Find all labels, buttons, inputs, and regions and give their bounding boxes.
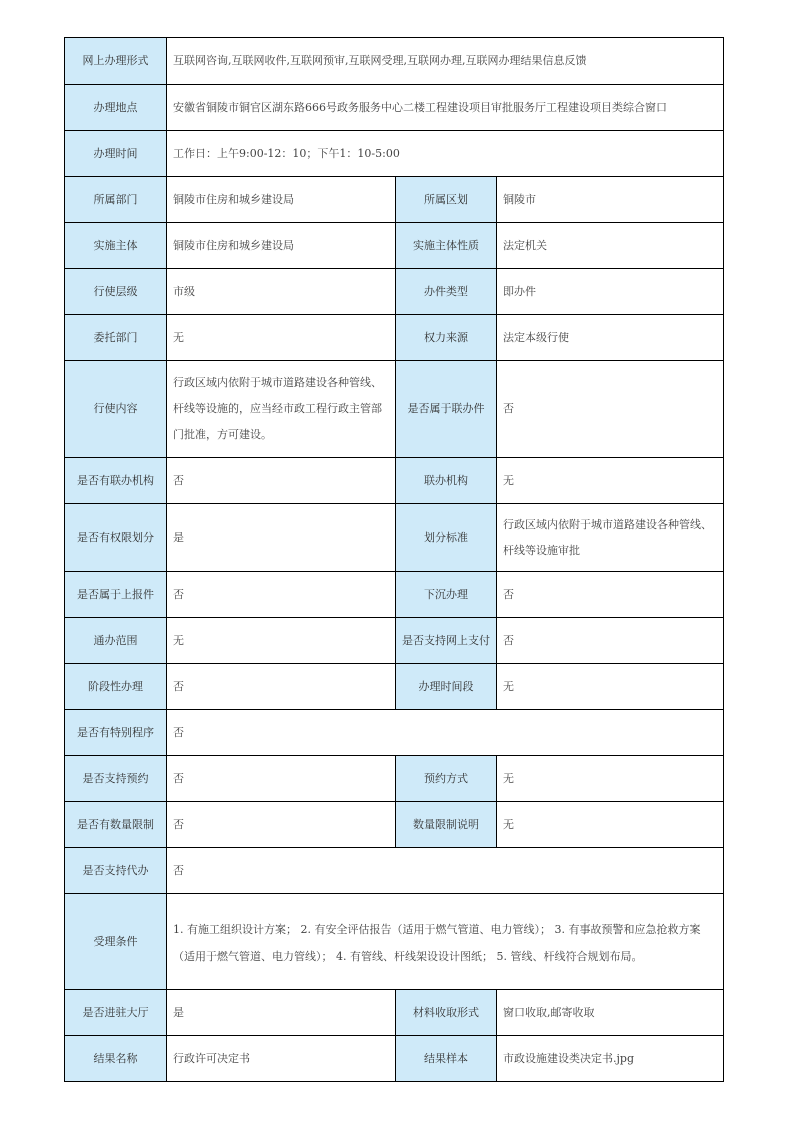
field-value: 法定本级行使 [497, 315, 724, 361]
field-value: 行政许可决定书 [167, 1036, 396, 1082]
field-label: 下沉办理 [396, 572, 497, 618]
table-row [65, 269, 724, 315]
field-value: 法定机关 [497, 223, 724, 269]
field-label: 是否有联办机构 [65, 458, 167, 504]
table-row [65, 38, 724, 85]
table-row [65, 618, 724, 664]
field-value: 否 [167, 802, 396, 848]
field-label: 是否属于联办件 [396, 361, 497, 458]
table-row [65, 223, 724, 269]
table-row [65, 572, 724, 618]
table-row [65, 504, 724, 572]
field-label: 预约方式 [396, 756, 497, 802]
field-label: 是否支持网上支付 [396, 618, 497, 664]
table-row [65, 894, 724, 990]
table-row [65, 85, 724, 131]
field-value: 是 [167, 504, 396, 572]
table-row [65, 361, 724, 458]
field-value: 即办件 [497, 269, 724, 315]
field-value: 窗口收取,邮寄收取 [497, 990, 724, 1036]
field-label: 是否属于上报件 [65, 572, 167, 618]
table-row [65, 848, 724, 894]
field-label: 受理条件 [65, 894, 167, 990]
field-value: 1. 有施工组织设计方案； 2. 有安全评估报告（适用于燃气管道、电力管线）； 3. 有事故预警和应急抢救方案（适用于燃气管道、电力管线）； 4. 有管线、杆线架设设计图纸； 5. 管线、杆线符合规划布局。 [167, 894, 724, 990]
table-row [65, 990, 724, 1036]
table-row [65, 131, 724, 177]
field-label: 材料收取形式 [396, 990, 497, 1036]
field-label: 实施主体性质 [396, 223, 497, 269]
field-value: 无 [167, 618, 396, 664]
service-info-sheet [64, 37, 723, 1082]
field-label: 数量限制说明 [396, 802, 497, 848]
field-label: 网上办理形式 [65, 38, 167, 85]
field-label: 结果样本 [396, 1036, 497, 1082]
service-info-table [64, 37, 724, 1082]
field-value: 否 [167, 458, 396, 504]
field-label: 权力来源 [396, 315, 497, 361]
field-value: 工作日：上午9:00-12：10；下午1：10-5:00 [167, 131, 724, 177]
field-label: 办理地点 [65, 85, 167, 131]
table-row [65, 177, 724, 223]
table-row [65, 458, 724, 504]
table-row [65, 802, 724, 848]
field-value: 否 [167, 710, 724, 756]
field-label: 是否有数量限制 [65, 802, 167, 848]
table-row [65, 1036, 724, 1082]
field-value: 无 [497, 458, 724, 504]
field-label: 通办范围 [65, 618, 167, 664]
field-value: 铜陵市住房和城乡建设局 [167, 223, 396, 269]
field-value: 安徽省铜陵市铜官区湖东路666号政务服务中心二楼工程建设项目审批服务厅工程建设项目类综合窗口 [167, 85, 724, 131]
field-label: 行使内容 [65, 361, 167, 458]
result-sample-link[interactable]: 市政设施建设类决定书.jpg [497, 1036, 724, 1082]
field-label: 划分标准 [396, 504, 497, 572]
field-label: 所属区划 [396, 177, 497, 223]
field-value: 无 [497, 756, 724, 802]
field-label: 办理时间 [65, 131, 167, 177]
field-value: 是 [167, 990, 396, 1036]
field-label: 是否支持预约 [65, 756, 167, 802]
field-value: 否 [167, 848, 724, 894]
field-label: 是否有权限划分 [65, 504, 167, 572]
field-value: 无 [167, 315, 396, 361]
field-label: 办件类型 [396, 269, 497, 315]
field-label: 实施主体 [65, 223, 167, 269]
field-label: 联办机构 [396, 458, 497, 504]
field-value: 铜陵市住房和城乡建设局 [167, 177, 396, 223]
field-label: 所属部门 [65, 177, 167, 223]
field-label: 阶段性办理 [65, 664, 167, 710]
field-label: 办理时间段 [396, 664, 497, 710]
field-value: 铜陵市 [497, 177, 724, 223]
field-label: 是否支持代办 [65, 848, 167, 894]
field-value: 无 [497, 802, 724, 848]
field-label: 是否进驻大厅 [65, 990, 167, 1036]
table-row [65, 756, 724, 802]
field-value: 否 [167, 572, 396, 618]
field-value: 无 [497, 664, 724, 710]
field-label: 是否有特别程序 [65, 710, 167, 756]
field-label: 委托部门 [65, 315, 167, 361]
table-row [65, 664, 724, 710]
field-value: 行政区域内依附于城市道路建设各种管线、杆线等设施的，应当经市政工程行政主管部门批准，方可建设。 [167, 361, 396, 458]
field-value: 互联网咨询,互联网收件,互联网预审,互联网受理,互联网办理,互联网办理结果信息反馈 [167, 38, 724, 85]
field-value: 否 [497, 572, 724, 618]
field-value: 否 [167, 756, 396, 802]
field-value: 行政区域内依附于城市道路建设各种管线、杆线等设施审批 [497, 504, 724, 572]
field-value: 否 [167, 664, 396, 710]
table-row [65, 710, 724, 756]
field-label: 行使层级 [65, 269, 167, 315]
field-value: 市级 [167, 269, 396, 315]
field-label: 结果名称 [65, 1036, 167, 1082]
field-value: 否 [497, 361, 724, 458]
field-value: 否 [497, 618, 724, 664]
table-row [65, 315, 724, 361]
